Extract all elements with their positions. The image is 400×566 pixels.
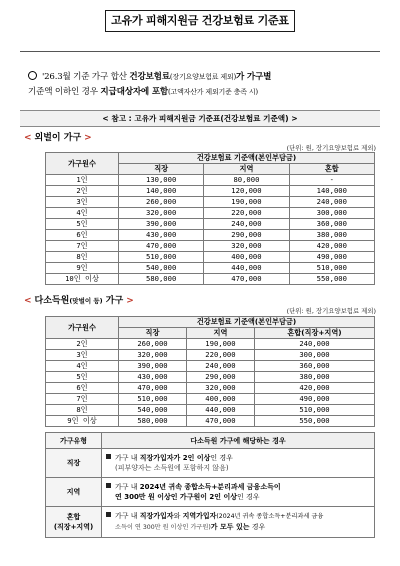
cell-region: 240,000: [204, 219, 289, 230]
cell-work: 390,000: [119, 219, 204, 230]
cell-mixed: 490,000: [289, 252, 374, 263]
desc-text: 와: [173, 512, 183, 520]
multi-income-title: 다소득원: [34, 296, 70, 306]
cell-work: 140,000: [119, 186, 204, 197]
desc-emphasis: 가 모두 있는: [210, 523, 250, 531]
cell-mixed: 510,000: [289, 263, 374, 274]
table-row: [46, 197, 375, 208]
square-bullet-icon: [106, 454, 111, 459]
cell-work: 540,000: [119, 263, 204, 274]
col-region: 지역: [204, 164, 289, 175]
single-income-table: [45, 152, 375, 285]
col-household-size: 가구원수: [46, 317, 119, 339]
cell-region: 440,000: [186, 405, 254, 416]
type-work-desc: [102, 449, 375, 478]
col-region: 지역: [186, 328, 254, 339]
title-divider: [20, 51, 380, 52]
cell-work: 320,000: [119, 350, 187, 361]
col-household-size: 가구원수: [46, 153, 119, 175]
cell-work: 260,000: [119, 339, 187, 350]
cell-mixed: 240,000: [254, 339, 374, 350]
desc-note: (2024년 귀속 종합소득+분리과세 금융: [216, 513, 324, 520]
type-mixed-label: [46, 507, 102, 538]
table-row: [46, 405, 375, 416]
cell-household-size: 4인: [46, 361, 119, 372]
cell-region: 240,000: [186, 361, 254, 372]
cell-household-size: 6인: [46, 230, 119, 241]
statement-emphasis-2: 가 가구별: [236, 72, 272, 82]
cell-mixed: -: [289, 175, 374, 186]
statement-text-2: 기준액 이하인 경우: [28, 87, 101, 97]
cell-region: 220,000: [204, 208, 289, 219]
type-work-label: 직장: [46, 449, 102, 478]
desc-text: 인 경우: [237, 493, 260, 501]
multi-unit-note: (단위: 원, 장기요양보험료 제외): [286, 307, 376, 315]
cell-region: 80,000: [204, 175, 289, 186]
cell-region: 290,000: [186, 372, 254, 383]
statement-text-1: '26.3월 기준 가구 합산: [42, 72, 130, 82]
cell-household-size: 5인: [46, 372, 119, 383]
cell-work: 470,000: [119, 241, 204, 252]
cell-household-size: 8인: [46, 405, 119, 416]
cell-region: 320,000: [186, 383, 254, 394]
statement-note-1: (장기요양보험료 제외): [169, 73, 237, 81]
cell-work: 510,000: [119, 252, 204, 263]
desc-text: 경우: [249, 523, 266, 531]
square-bullet-icon: [106, 512, 111, 517]
cell-household-size: 9인 이상: [46, 416, 119, 427]
desc-note: 소득이 연 300만 원 이상인 가구원): [115, 524, 211, 531]
desc-note: (피부양자는 소득원에 포함하지 않음): [115, 464, 229, 472]
table-row: [46, 230, 375, 241]
criteria-row-mixed: [46, 507, 375, 538]
type-region-label: 지역: [46, 478, 102, 507]
cell-work: 510,000: [119, 394, 187, 405]
desc-emphasis: 직장가입자: [139, 512, 174, 520]
desc-emphasis: 지역가입자: [182, 512, 217, 520]
single-income-title: 외벌이 가구: [34, 133, 82, 143]
desc-text: 가구 내: [115, 512, 140, 520]
cell-household-size: 2인: [46, 339, 119, 350]
table-row: [46, 241, 375, 252]
col-mixed: 혼합(직장+지역): [254, 328, 374, 339]
multi-income-title-tail: 가구: [105, 296, 124, 306]
cell-household-size: 7인: [46, 394, 119, 405]
cell-household-size: 5인: [46, 219, 119, 230]
statement-emphasis-3: 지급대상자에 포함: [100, 87, 169, 97]
cell-work: 130,000: [119, 175, 204, 186]
cell-region: 470,000: [186, 416, 254, 427]
cell-mixed: 140,000: [289, 186, 374, 197]
cell-region: 470,000: [204, 274, 289, 285]
cell-mixed: 360,000: [254, 361, 374, 372]
cell-work: 320,000: [119, 208, 204, 219]
cell-mixed: 240,000: [289, 197, 374, 208]
col-premium-group: 건강보험료 기준액(본인부담금): [119, 317, 375, 328]
cell-region: 400,000: [186, 394, 254, 405]
cell-work: 260,000: [119, 197, 204, 208]
criteria-row-work: [46, 449, 375, 478]
table-row: [46, 186, 375, 197]
multi-income-table: [45, 316, 375, 427]
single-income-heading: [24, 130, 95, 143]
cell-mixed: 510,000: [254, 405, 374, 416]
cell-mixed: 550,000: [254, 416, 374, 427]
cell-work: 430,000: [119, 372, 187, 383]
cell-work: 390,000: [119, 361, 187, 372]
multi-income-criteria-table: [45, 432, 375, 538]
table-row: [46, 208, 375, 219]
cell-household-size: 2인: [46, 186, 119, 197]
cell-household-size: 10인 이상: [46, 274, 119, 285]
cell-region: 320,000: [204, 241, 289, 252]
desc-text: 가구 내: [115, 483, 140, 491]
multi-income-heading: [24, 293, 137, 306]
type-region-desc: [102, 478, 375, 507]
square-bullet-icon: [106, 483, 111, 488]
cell-region: 440,000: [204, 263, 289, 274]
cell-mixed: 420,000: [289, 241, 374, 252]
desc-text: 인 경우: [210, 454, 233, 462]
cell-work: 580,000: [119, 274, 204, 285]
table-row: [46, 339, 375, 350]
type-mixed-label-main: 혼합: [66, 513, 81, 521]
col-criteria-desc: 다소득원 가구에 해당하는 경우: [102, 433, 375, 449]
eligibility-statement: [28, 70, 380, 100]
cell-region: 400,000: [204, 252, 289, 263]
cell-work: 430,000: [119, 230, 204, 241]
table-row: [46, 252, 375, 263]
desc-emphasis: 직장가입자가 2인 이상: [139, 454, 211, 462]
cell-household-size: 3인: [46, 197, 119, 208]
col-work: 직장: [119, 164, 204, 175]
table-row: [46, 394, 375, 405]
cell-region: 220,000: [186, 350, 254, 361]
cell-mixed: 550,000: [289, 274, 374, 285]
cell-work: 540,000: [119, 405, 187, 416]
table-row: [46, 372, 375, 383]
cell-household-size: 9인: [46, 263, 119, 274]
cell-household-size: 3인: [46, 350, 119, 361]
type-mixed-desc: [102, 507, 375, 538]
section-marker-icon: <: [24, 296, 32, 306]
col-mixed: 혼합: [289, 164, 374, 175]
page-title: 고유가 피해지원금 건강보험료 기준표: [105, 10, 295, 32]
desc-emphasis: 연 300만 원 이상인 가구원이 2인 이상: [115, 493, 238, 501]
cell-household-size: 8인: [46, 252, 119, 263]
statement-emphasis-1: 건강보험료: [129, 72, 170, 82]
cell-mixed: 300,000: [289, 208, 374, 219]
table-row: [46, 263, 375, 274]
cell-mixed: 300,000: [254, 350, 374, 361]
single-unit-note: (단위: 원, 장기요양보험료 제외): [286, 144, 376, 152]
multi-income-title-note: (맞벌이 등): [69, 297, 103, 305]
table-row: [46, 350, 375, 361]
reference-banner: < 참고 : 고유가 피해지원금 기준표(건강보험료 기준액) >: [20, 110, 380, 127]
cell-region: 290,000: [204, 230, 289, 241]
table-row: [46, 416, 375, 427]
cell-household-size: 7인: [46, 241, 119, 252]
section-marker-icon: >: [84, 133, 92, 143]
cell-region: 190,000: [204, 197, 289, 208]
criteria-row-region: [46, 478, 375, 507]
desc-emphasis: 2024년 귀속 종합소득+분리과세 금융소득이: [139, 483, 281, 491]
cell-work: 470,000: [119, 383, 187, 394]
col-work: 직장: [119, 328, 187, 339]
cell-region: 120,000: [204, 186, 289, 197]
cell-mixed: 380,000: [289, 230, 374, 241]
circle-bullet-icon: [28, 71, 37, 80]
table-row: [46, 219, 375, 230]
cell-mixed: 380,000: [254, 372, 374, 383]
cell-household-size: 6인: [46, 383, 119, 394]
cell-mixed: 490,000: [254, 394, 374, 405]
table-row: [46, 361, 375, 372]
table-row: [46, 175, 375, 186]
section-marker-icon: >: [126, 296, 134, 306]
col-premium-group: 건강보험료 기준액(본인부담금): [119, 153, 375, 164]
table-row: [46, 383, 375, 394]
table-row: [46, 274, 375, 285]
cell-mixed: 420,000: [254, 383, 374, 394]
cell-mixed: 360,000: [289, 219, 374, 230]
type-mixed-label-sub: (직장+지역): [53, 523, 94, 531]
cell-region: 190,000: [186, 339, 254, 350]
cell-household-size: 1인: [46, 175, 119, 186]
desc-text: 가구 내: [115, 454, 140, 462]
cell-household-size: 4인: [46, 208, 119, 219]
section-marker-icon: <: [24, 133, 32, 143]
cell-work: 580,000: [119, 416, 187, 427]
statement-note-2: (고액자산가 제외기준 충족 시): [168, 88, 258, 96]
col-household-type: 가구유형: [46, 433, 102, 449]
